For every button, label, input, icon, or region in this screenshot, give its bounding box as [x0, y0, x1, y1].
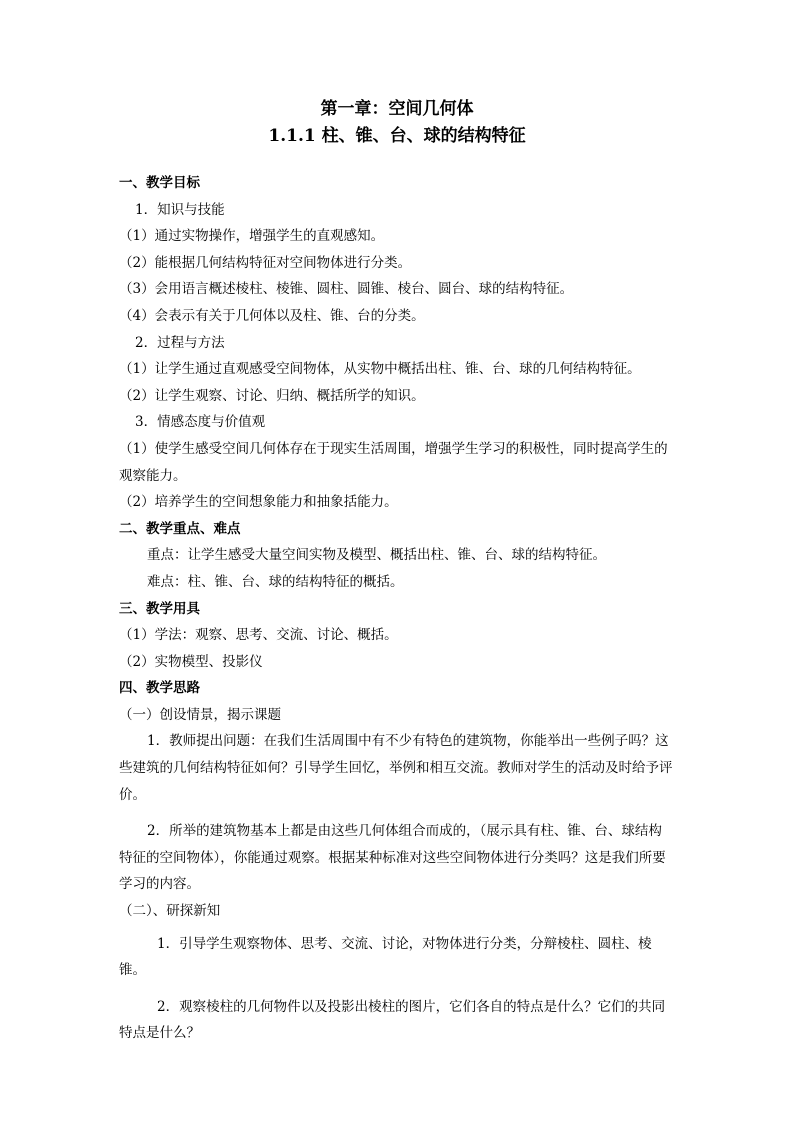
subsection-heading: （一）创设情景，揭示课题 — [119, 706, 281, 723]
list-item: （2）能根据几何结构特征对空间物体进行分类。 — [119, 254, 412, 271]
subsection-heading: 2．过程与方法 — [135, 334, 225, 351]
body-paragraph: 1．教师提出问题：在我们生活周围中有不少有特色的建筑物，你能举出一些例子吗？这些建筑的几何结构特征如何？引导学生回忆，举例和相互交流。教师对学生的活动及时给予评价。 — [119, 733, 673, 803]
subsection-heading: 3．情感态度与价值观 — [135, 414, 266, 431]
list-item: （2）让学生观察、讨论、归纳、概括所学的知识。 — [119, 387, 425, 404]
section-heading: 四、教学思路 — [119, 680, 200, 697]
section-heading: 三、教学用具 — [119, 600, 200, 617]
section-heading: 一、教学目标 — [119, 175, 200, 191]
list-item: （1）通过实物操作，增强学生的直观感知。 — [119, 228, 385, 245]
section-title: 1.1.1 柱、锥、台、球的结构特征 — [268, 126, 526, 146]
body-paragraph: 2．所举的建筑物基本上都是由这些几何体组合而成的，（展示具有柱、锥、台、球结构特征的空间物体），你能通过观察。根据某种标准对这些空间物体进行分类吗？这是我们所要学习的内容。 — [119, 823, 666, 893]
list-item: （2）实物模型、投影仪 — [119, 653, 263, 670]
difficult-point: 难点：柱、锥、台、球的结构特征的概括。 — [147, 573, 404, 590]
list-item: （4）会表示有关于几何体以及柱、锥、台的分类。 — [119, 307, 425, 324]
key-point: 重点：让学生感受大量空间实物及模型、概括出柱、锥、台、球的结构特征。 — [147, 547, 606, 564]
section-heading: 二、教学重点、难点 — [119, 520, 241, 537]
list-item: （2）培养学生的空间想象能力和抽象括能力。 — [119, 494, 398, 511]
chapter-title: 第一章：空间几何体 — [320, 99, 474, 119]
body-paragraph: 1．引导学生观察物体、思考、交流、讨论，对物体进行分类，分辩棱柱、圆柱、棱锥。 — [119, 935, 652, 979]
list-item: （1）让学生通过直观感受空间物体，从实物中概括出柱、锥、台、球的几何结构特征。 — [119, 361, 641, 378]
body-paragraph: 2．观察棱柱的几何物件以及投影出棱柱的图片，它们各自的特点是什么？它们的共同特点是什么？ — [119, 998, 666, 1042]
subsection-heading: （二）、研探新知 — [119, 903, 221, 920]
subsection-heading: 1．知识与技能 — [135, 201, 225, 218]
document-body — [119, 96, 675, 1047]
list-item: （1）学法：观察、思考、交流、讨论、概括。 — [119, 627, 398, 644]
list-item: （1）使学生感受空间几何体存在于现实生活周围，增强学生学习的积极性，同时提高学生的观察能力。 — [119, 440, 668, 484]
list-item: （3）会用语言概述棱柱、棱锥、圆柱、圆锥、棱台、圆台、球的结构特征。 — [119, 281, 574, 298]
